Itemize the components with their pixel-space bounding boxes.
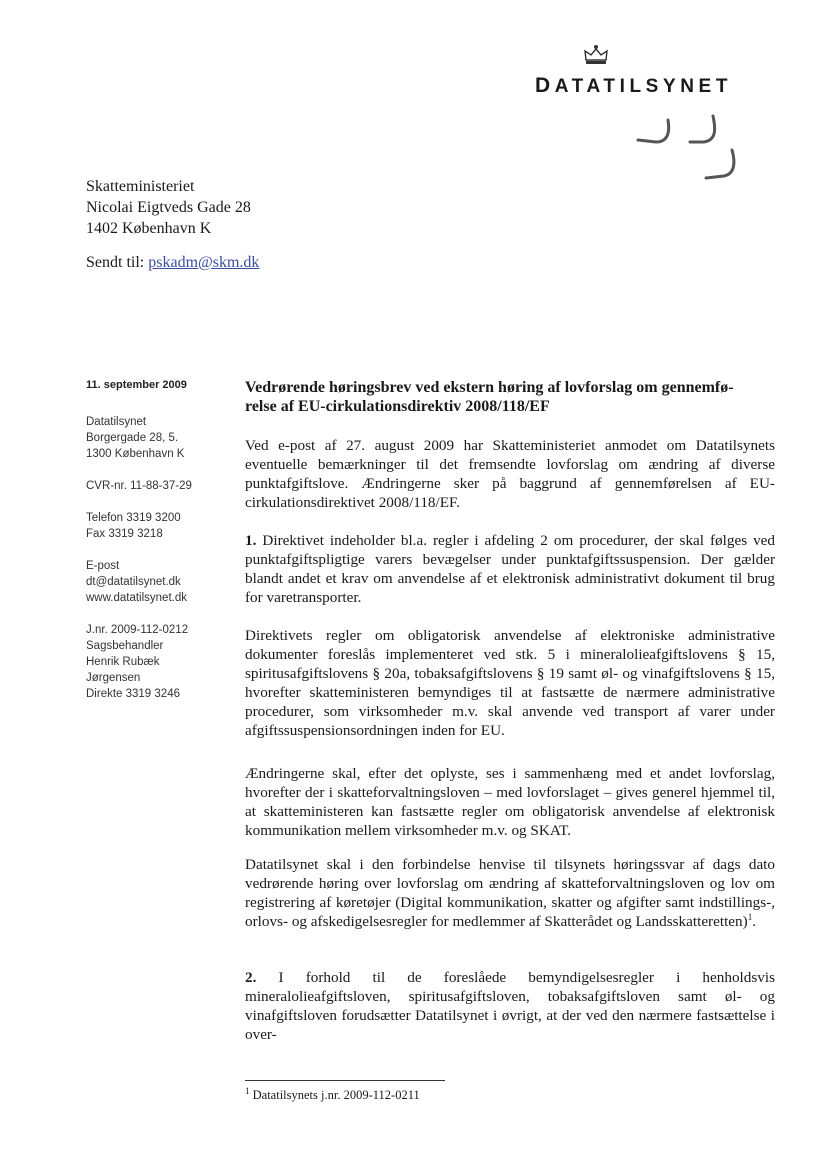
paragraph: [245, 855, 775, 931]
sender-street: Borgergade 28, 5.: [86, 432, 179, 444]
sender-city: 1300 København K: [86, 448, 185, 460]
sender-website[interactable]: www.datatilsynet.dk: [86, 592, 187, 604]
footnote: [245, 1085, 420, 1103]
paragraph-text: Direktivet indeholder bl.a. regler i afdeling 2 om procedurer, der skal følges ved punktafgiftspligtige varers bevægelser under punktafgiftssuspension. Der gælder blandt andet et krav om anvendelse af et elektronisk administrativt dokument til brug for varetransporter.: [245, 532, 776, 606]
handler-direct-phone: Direkte 3319 3246: [86, 688, 180, 700]
paragraph: [245, 626, 775, 740]
handwritten-marks: [628, 112, 748, 192]
section-number: 1.: [245, 532, 257, 549]
section-number: 2.: [245, 969, 257, 986]
sender-cvr: CVR-nr. 11-88-37-29: [86, 480, 192, 492]
paragraph: [245, 531, 775, 607]
sender-phone: Telefon 3319 3200: [86, 512, 181, 524]
letter-date: 11. september 2009: [86, 379, 187, 391]
recipient-email-link[interactable]: pskadm@skm.dk: [148, 254, 260, 271]
footnote-number: 1: [245, 1085, 250, 1096]
sender-fax: Fax 3319 3218: [86, 528, 163, 540]
paragraph: [245, 764, 775, 840]
sender-info: [86, 414, 236, 702]
footnote-ref[interactable]: 1: [747, 911, 753, 922]
recipient-line: 1402 København K: [86, 220, 212, 237]
paragraph: [245, 968, 775, 1044]
handler-name: Jørgensen: [86, 672, 141, 684]
letter-title-line: relse af EU-cirkulationsdirektiv 2008/118/EF: [245, 398, 550, 415]
handler-label: Sagsbehandler: [86, 640, 164, 652]
sender-email[interactable]: dt@datatilsynet.dk: [86, 576, 181, 588]
paragraph-text: Ændringerne skal, efter det oplyste, ses i sammenhæng med et andet lovforslag, hvorefter der i skatteforvaltningsloven – med lovforslaget – gives generel hjemmel til, at skatteministeren kan fastsætte regler om obligatorisk anvendelse af elektronisk kommunikation mellem virksomheder m.v. og SKAT.: [245, 765, 775, 839]
recipient-line: Nicolai Eigtveds Gade 28: [86, 199, 251, 216]
paragraph-text: Direktivets regler om obligatorisk anvendelse af elektroniske administrative dokumenter foreslås implementeret ved stk. 5 i mineralolieafgiftslovens § 15, spiritusafgiftslovens § 20a, tobaksafgiftslovens § 19 samt øl- og vinafgiftslovens § 15, hvorefter skatteministeren bemyndiges til at fastsætte de nærmere administrative procedurer, som virksomheder m.v. skal anvende ved transport af varer under afgiftssuspensionsordningen inden for EU.: [245, 627, 775, 739]
brand-logo-text: DATATILSYNET: [535, 74, 733, 97]
recipient-address: [86, 176, 251, 239]
sent-to: [86, 254, 259, 272]
letter-title-line: Vedrørende høringsbrev ved ekstern høring af lovforslag om gennemfø-: [245, 379, 734, 396]
sender-org: Datatilsynet: [86, 416, 147, 428]
crown-icon: [583, 44, 609, 66]
paragraph: [245, 436, 775, 512]
paragraph-text: I forhold til de foreslåede bemyndigelsesregler i henholdsvis mineralolieafgiftsloven, spiritusafgiftsloven, tobaksafgiftsloven samt øl- og vinafgiftsloven forudsætter Datatilsynet i øvrigt, at der ved den nærmere fastsættelse i over-: [245, 969, 775, 1043]
letter-title: [245, 378, 775, 416]
handler-name: Henrik Rubæk: [86, 656, 160, 668]
sender-email-label: E-post: [86, 560, 120, 572]
paragraph-text: Datatilsynet skal i den forbindelse henvise til tilsynets høringssvar af dags dato vedrørende høring over lovforslag om ændring af skatteforvaltningsloven og lov om registrering af køretøjer (Digital kommunikation, skatter og afgifter samt indstillings-, orlovs- og afskedigelsesregler for medlemmer af Skatterådet og Landsskatteretten): [245, 856, 775, 930]
footnote-text: Datatilsynets j.nr. 2009-112-0211: [252, 1088, 420, 1102]
journal-number: J.nr. 2009-112-0212: [86, 624, 189, 636]
recipient-line: Skatteministeriet: [86, 178, 195, 195]
sent-to-label: Sendt til:: [86, 254, 145, 271]
paragraph-text: Ved e-post af 27. august 2009 har Skatteministeriet anmodet om Datatilsynets eventuelle bemærkninger til det fremsendte lovforslag om ændring af diverse punktafgiftslove. Ændringerne sker på baggrund af gennemførelsen af EU-cirkulationsdirektivet 2008/118/EF.: [245, 437, 775, 511]
footnote-divider: [245, 1080, 445, 1081]
paragraph-end: .: [752, 913, 756, 930]
